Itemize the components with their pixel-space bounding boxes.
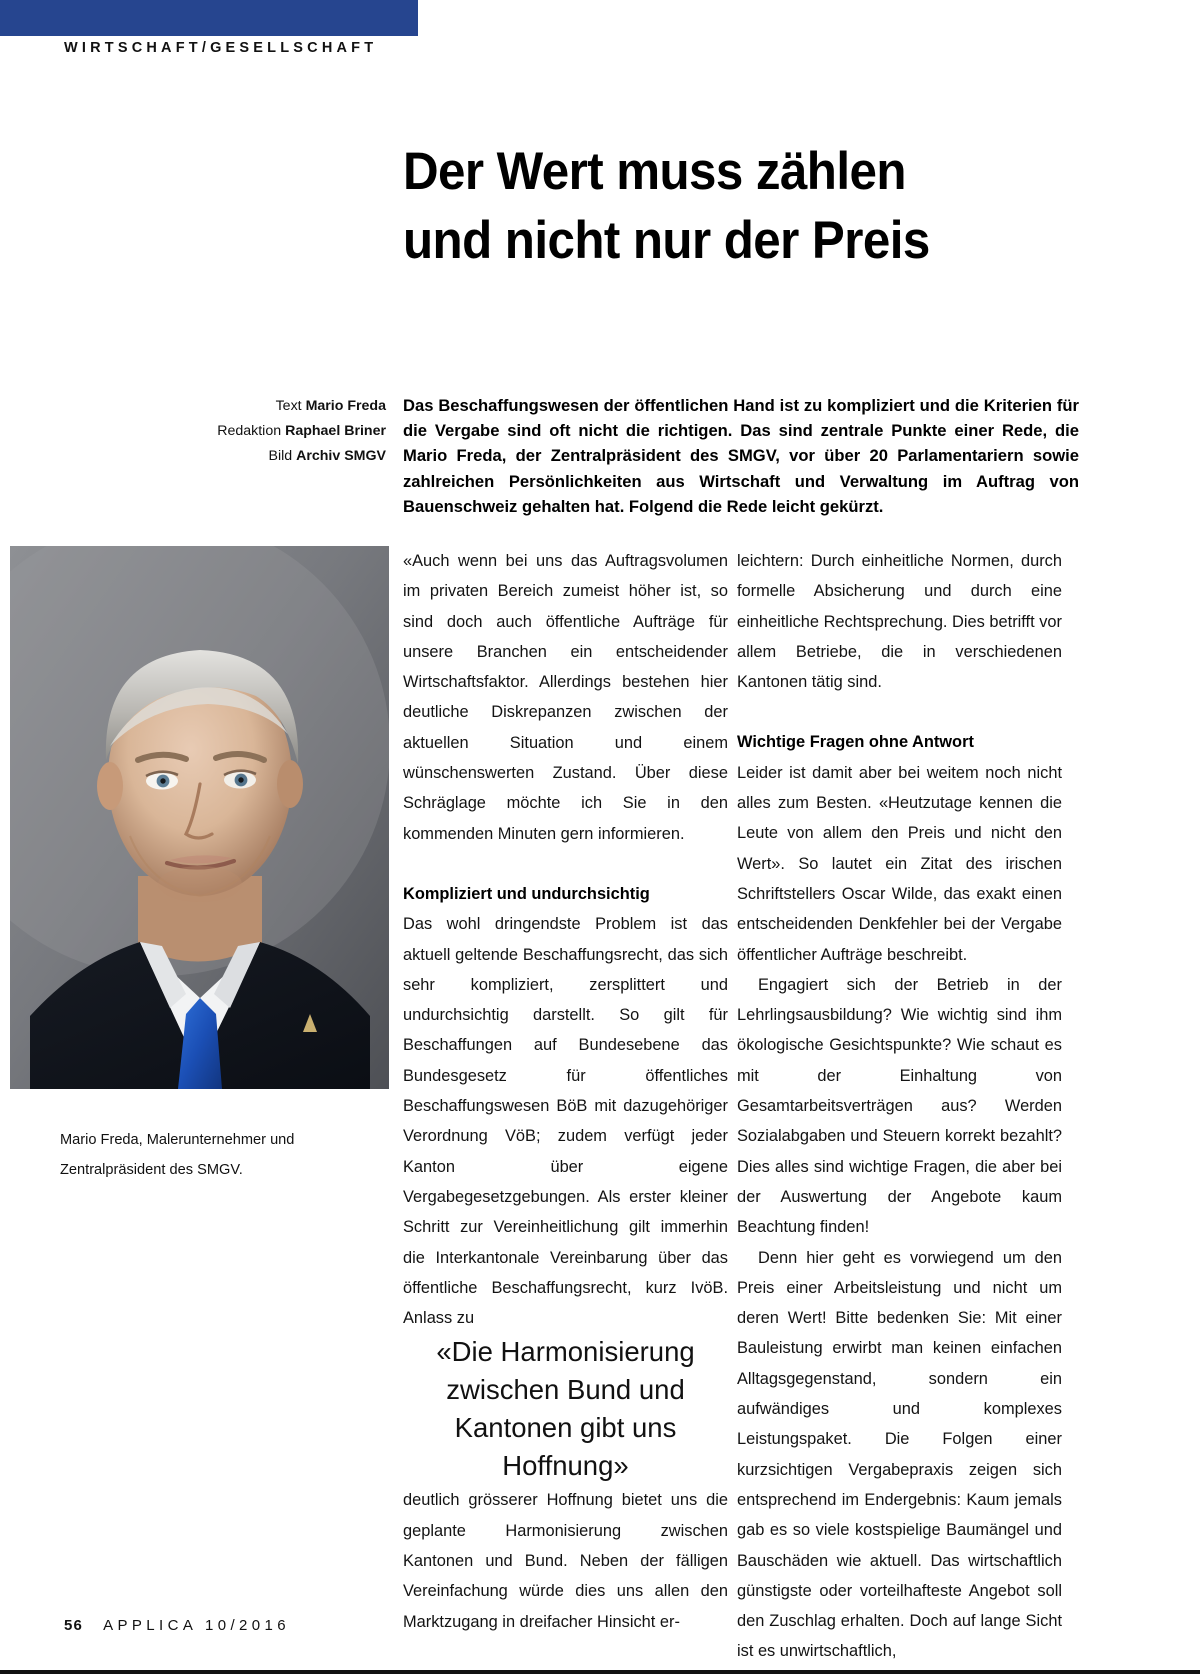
lead-paragraph: Das Beschaffungswesen der öffentlichen Hand ist zu kompliziert und die Kriterien für die Vergabe sind oft nicht die richtigen. Das sind zentrale Punkte einer Rede, die Mario Freda, der Zentralpräsident des SMGV, vor über 20 Parlamentariern sowie zahlreichen Persönlichkeiten aus Wirtschaft und Verwaltung im Auftrag von Bauenschweiz gehalten hat. Folgend die Rede leicht gekürzt. [403, 396, 1079, 516]
page-number: 56 [64, 1617, 84, 1634]
byline-label-redaktion: Redaktion [217, 423, 282, 439]
portrait-illustration [10, 546, 389, 1089]
section-kicker: WIRTSCHAFT/GESELLSCHAFT [64, 40, 378, 56]
byline-row-redaktion [60, 419, 386, 444]
column2-paragraph-3: Engagiert sich der Betrieb in der Lehrlingsausbildung? Wie wichtig sind ihm ökologische Gesichtspunkte? Wie schaut es mit der Einhaltung von Gesamtarbeitsverträgen aus? Werden Sozialabgaben und Steuern korrekt bezahlt? Dies alles sind wichtige Fragen, die aber bei der Auswertung der Angebote kaum Beachtung finden! [737, 975, 1062, 1237]
column2-subheading-1: Wichtige Fragen ohne Antwort [737, 733, 974, 752]
byline-row-text [60, 394, 386, 419]
issue-label: APPLICA 10/2016 [103, 1617, 291, 1634]
column2-paragraph-1: leichtern: Durch einheitliche Normen, durch formelle Absicherung und durch eine einheitliche Rechtsprechung. Dies betrifft vor allem Betriebe, die in verschiedenen Kantonen tätig sind. [737, 552, 1062, 692]
column1-paragraph-1: «Auch wenn bei uns das Auftragsvolumen im privaten Bereich zumeist höher ist, so sind doch auch öffentliche Aufträge für unsere Branchen ein entscheidender Wirtschaftsfaktor. Allerdings bestehen hier deutliche Diskrepanzen zwischen der aktuellen Situation und einem wünschenswerten Zustand. Über diese Schräglage möchte ich Sie in den kommenden Minuten gern informieren. [403, 552, 728, 843]
column2-paragraph-2: Leider ist damit aber bei weitem noch nicht alles zum Besten. «Heutzutage kennen die Leute von allem den Preis und nicht den Wert». So lautet ein Zitat des irischen Schriftstellers Oscar Wilde, das exakt einen entscheidenden Denkfehler bei der Vergabe öffentlicher Aufträge beschreibt. [737, 763, 1062, 964]
column1-paragraph-3: deutlich grösserer Hoffnung bietet uns die geplante Harmonisierung zwischen Kantonen und Bund. Neben der fälligen Vereinfachung würde dies uns allen den Marktzugang in dreifacher Hinsicht er- [403, 1491, 728, 1631]
byline [60, 394, 386, 469]
body-column-1 [403, 546, 728, 1637]
footer-rule [0, 1670, 1200, 1674]
headline-line-2: und nicht nur der Preis [403, 211, 930, 271]
column2-paragraph-4: Denn hier geht es vorwiegend um den Preis einer Arbeitsleistung und nicht um deren Wert! Bitte bedenken Sie: Mit einer Bauleistung erwirbt man keinen einfachen Alltagsgegenstand, sondern ein aufwändiges und komplexes Leistungspaket. Die Folgen einer kurzsichtigen Vergabepraxis zeigen sich entsprechend im Endergebnis: Kaum jemals gab es so viele kostspielige Baumängel und Bauschäden wie aktuell. Das wirtschaftlich günstigste oder vorteilhafteste Angebot soll den Zuschlag erhalten. Doch auf lange Sicht ist es unwirtschaftlich, [737, 1248, 1062, 1661]
page-footer [64, 1617, 290, 1634]
byline-label-bild: Bild [268, 448, 293, 464]
byline-name-text: Mario Freda [305, 398, 386, 414]
byline-name-redaktion: Raphael Briner [285, 423, 386, 439]
header-accent-bar [0, 0, 418, 36]
portrait-photo [10, 546, 389, 1089]
column1-paragraph-2: Das wohl dringendste Problem ist das aktuell geltende Beschaffungsrecht, das sich sehr kompliziert, zersplittert und undurchsichtig darstellt. So gilt für Beschaffungen auf Bundesebene das Bundesgesetz für öffentliches Beschaffungswesen BöB mit dazugehöriger Verordnung VöB; zudem verfügt jeder Kanton über eigene Vergabegesetzgebungen. Als erster kleiner Schritt zur Vereinheitlichung gilt immerhin die Interkantonale Vereinbarung über das öffentliche Beschaffungsrecht, kurz IvöB. Anlass zu [403, 915, 728, 1328]
byline-name-bild: Archiv SMGV [296, 448, 386, 464]
byline-row-bild [60, 444, 386, 469]
column1-subheading-1: Kompliziert und undurchsichtig [403, 884, 650, 903]
photo-caption: Mario Freda, Malerunternehmer und Zentralpräsident des SMGV. [60, 1132, 295, 1178]
page-title [403, 137, 1054, 277]
headline-line-1: Der Wert muss zählen [403, 141, 906, 201]
byline-label-text: Text [275, 398, 302, 414]
body-column-2 [737, 546, 1062, 1667]
pull-quote: «Die Harmonisierung zwischen Bund und Kantonen gibt uns Hoffnung» [436, 1336, 695, 1482]
